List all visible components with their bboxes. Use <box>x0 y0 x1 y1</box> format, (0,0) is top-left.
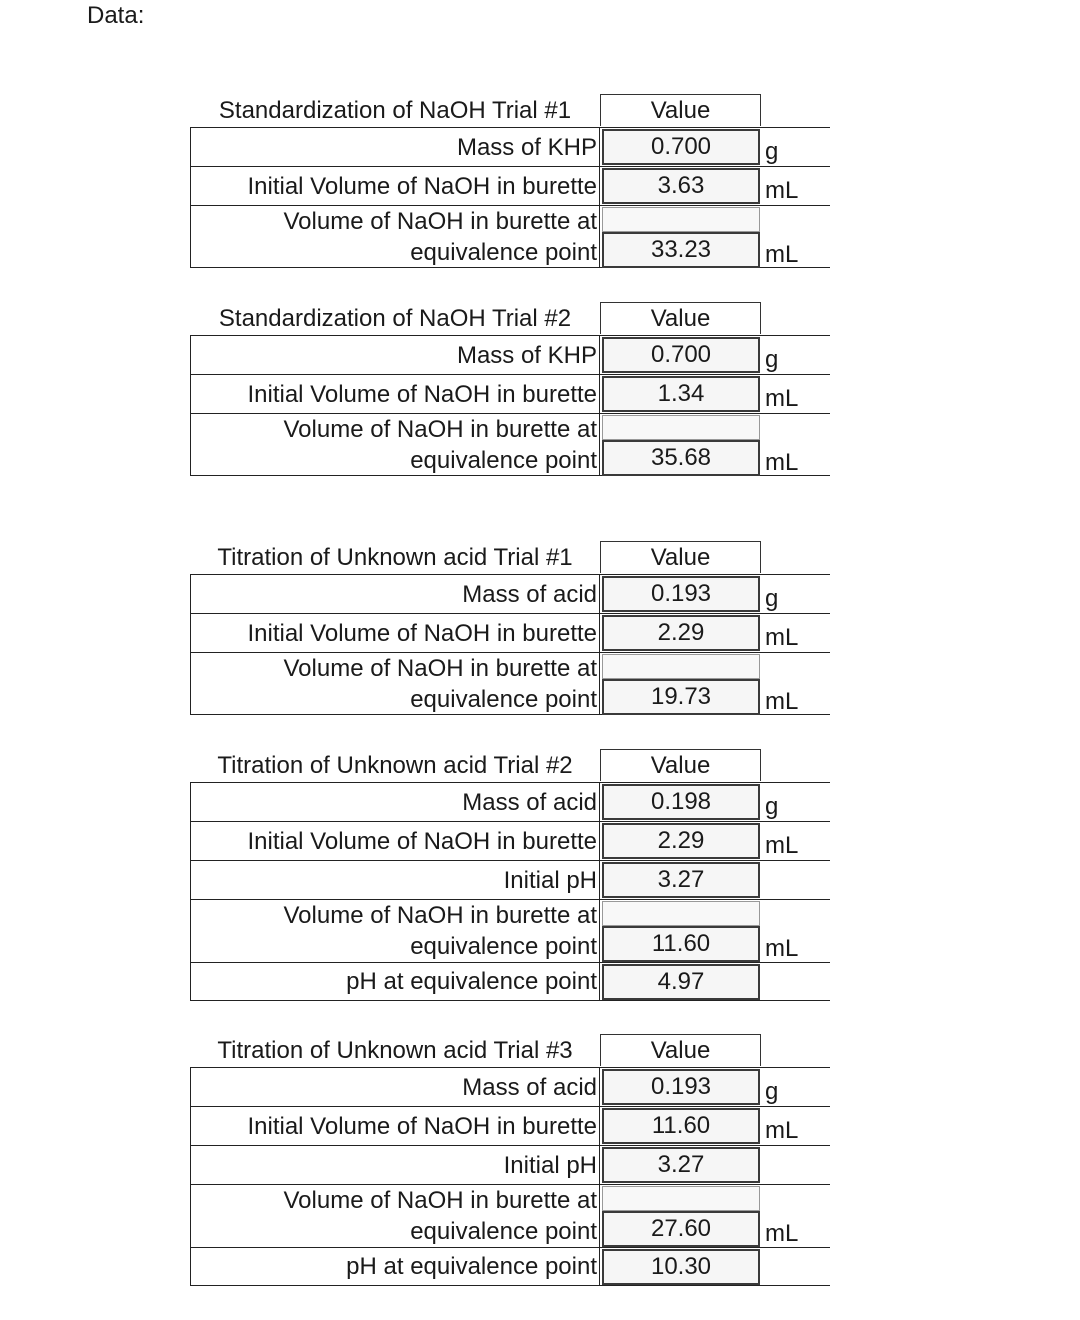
row-label-line: pH at equivalence point <box>346 1253 597 1280</box>
row-label-line: Initial Volume of NaOH in burette <box>247 380 597 408</box>
table-row <box>190 374 830 413</box>
table-row <box>190 166 830 205</box>
table-row <box>190 782 830 821</box>
unit-label: mL <box>765 935 799 962</box>
value-column-header: Value <box>600 541 761 573</box>
row-label <box>190 861 600 899</box>
value-cell[interactable]: 35.68 <box>602 440 760 476</box>
row-label-line: Initial Volume of NaOH in burette <box>247 827 597 855</box>
row-label <box>190 375 600 413</box>
row-label-line: Initial Volume of NaOH in burette <box>247 172 597 200</box>
data-table <box>190 94 830 268</box>
table-header <box>190 749 830 782</box>
unit-label: mL <box>765 449 799 476</box>
value-cell-empty[interactable] <box>602 654 760 679</box>
row-label-line: Mass of acid <box>462 1073 597 1101</box>
row-label-line: Volume of NaOH in burette at <box>283 1187 597 1214</box>
row-label <box>190 336 600 374</box>
unit-label: mL <box>765 688 799 715</box>
value-cell[interactable]: 0.193 <box>602 576 760 612</box>
table-row <box>190 1145 830 1184</box>
row-label-line: Mass of KHP <box>456 341 597 369</box>
unit-label: g <box>765 1078 779 1105</box>
row-label-line: equivalence point <box>410 933 597 960</box>
unit-label: g <box>765 346 779 373</box>
unit-label: g <box>765 585 779 612</box>
table-header <box>190 94 830 127</box>
row-label-line: equivalence point <box>410 1218 597 1245</box>
unit-label: mL <box>765 1220 799 1247</box>
row-label-line: equivalence point <box>410 685 597 713</box>
row-label <box>190 614 600 652</box>
page-heading: Data: <box>87 2 145 29</box>
table-title: Titration of Unknown acid Trial #1 <box>217 544 573 571</box>
row-label <box>190 900 600 962</box>
value-column-header: Value <box>600 94 761 126</box>
table-row <box>190 574 830 613</box>
unit-label: mL <box>765 385 799 412</box>
table-title: Titration of Unknown acid Trial #2 <box>217 752 573 779</box>
value-cell[interactable]: 27.60 <box>602 1211 760 1247</box>
unit-label: mL <box>765 1117 799 1144</box>
row-label <box>190 414 600 475</box>
value-cell[interactable]: 0.198 <box>602 784 760 820</box>
value-cell[interactable]: 19.73 <box>602 679 760 715</box>
unit-label: mL <box>765 177 799 204</box>
row-label-line: Volume of NaOH in burette at <box>283 207 597 235</box>
table-row <box>190 1247 830 1286</box>
value-cell[interactable]: 2.29 <box>602 823 760 859</box>
table-title: Standardization of NaOH Trial #2 <box>218 305 572 332</box>
unit-label: mL <box>765 832 799 859</box>
row-label-line: Initial pH <box>503 1151 597 1179</box>
row-label-line: Mass of acid <box>462 580 597 608</box>
table-row <box>190 613 830 652</box>
row-label-line: Volume of NaOH in burette at <box>283 654 597 682</box>
row-label <box>190 1146 600 1184</box>
value-cell[interactable]: 3.27 <box>602 862 760 898</box>
row-label-line: Initial pH <box>503 866 597 894</box>
table-row <box>190 335 830 374</box>
value-column-header: Value <box>600 1034 761 1066</box>
row-label <box>190 575 600 613</box>
value-cell-empty[interactable] <box>602 1186 760 1211</box>
row-label-line: Volume of NaOH in burette at <box>283 415 597 443</box>
table-row <box>190 860 830 899</box>
value-cell-empty[interactable] <box>602 415 760 440</box>
value-cell[interactable]: 11.60 <box>602 1108 760 1144</box>
value-cell[interactable]: 3.63 <box>602 168 760 204</box>
row-label <box>190 653 600 714</box>
data-table <box>190 1034 830 1286</box>
value-cell[interactable]: 0.700 <box>602 129 760 165</box>
row-label <box>190 1248 600 1285</box>
table-row <box>190 127 830 166</box>
table-row <box>190 1067 830 1106</box>
table-header <box>190 302 830 335</box>
value-cell[interactable]: 2.29 <box>602 615 760 651</box>
table-row <box>190 652 830 715</box>
table-header <box>190 1034 830 1067</box>
table-row <box>190 962 830 1001</box>
row-label-line: equivalence point <box>410 446 597 474</box>
table-title: Titration of Unknown acid Trial #3 <box>217 1037 573 1064</box>
data-table <box>190 541 830 715</box>
value-cell[interactable]: 11.60 <box>602 926 760 962</box>
value-cell[interactable]: 0.193 <box>602 1069 760 1105</box>
table-row <box>190 899 830 962</box>
table-title: Standardization of NaOH Trial #1 <box>218 97 572 124</box>
value-cell[interactable]: 10.30 <box>602 1249 760 1285</box>
table-row <box>190 1106 830 1145</box>
value-cell[interactable]: 4.97 <box>602 964 760 1000</box>
unit-label: g <box>765 138 779 165</box>
row-label <box>190 963 600 1000</box>
row-label <box>190 128 600 166</box>
value-column-header: Value <box>600 749 761 781</box>
row-label <box>190 783 600 821</box>
value-cell[interactable]: 33.23 <box>602 232 760 268</box>
value-cell[interactable]: 3.27 <box>602 1147 760 1183</box>
row-label-line: Mass of acid <box>462 788 597 816</box>
table-row <box>190 413 830 476</box>
row-label <box>190 822 600 860</box>
value-cell-empty[interactable] <box>602 901 760 926</box>
row-label-line: equivalence point <box>410 238 597 266</box>
data-table <box>190 749 830 1001</box>
unit-label: mL <box>765 241 799 268</box>
row-label <box>190 167 600 205</box>
row-label-line: pH at equivalence point <box>346 968 597 995</box>
unit-label: g <box>765 793 779 820</box>
row-label-line: Initial Volume of NaOH in burette <box>247 1112 597 1140</box>
row-label <box>190 1185 600 1247</box>
row-label-line: Initial Volume of NaOH in burette <box>247 619 597 647</box>
data-table <box>190 302 830 476</box>
value-cell[interactable]: 1.34 <box>602 376 760 412</box>
row-label-line: Volume of NaOH in burette at <box>283 902 597 929</box>
table-row <box>190 821 830 860</box>
table-header <box>190 541 830 574</box>
value-cell-empty[interactable] <box>602 207 760 232</box>
value-column-header: Value <box>600 302 761 334</box>
row-label <box>190 1107 600 1145</box>
unit-label: mL <box>765 624 799 651</box>
value-cell[interactable]: 0.700 <box>602 337 760 373</box>
row-label-line: Mass of KHP <box>456 133 597 161</box>
row-label <box>190 206 600 267</box>
table-row <box>190 205 830 268</box>
row-label <box>190 1068 600 1106</box>
table-row <box>190 1184 830 1247</box>
